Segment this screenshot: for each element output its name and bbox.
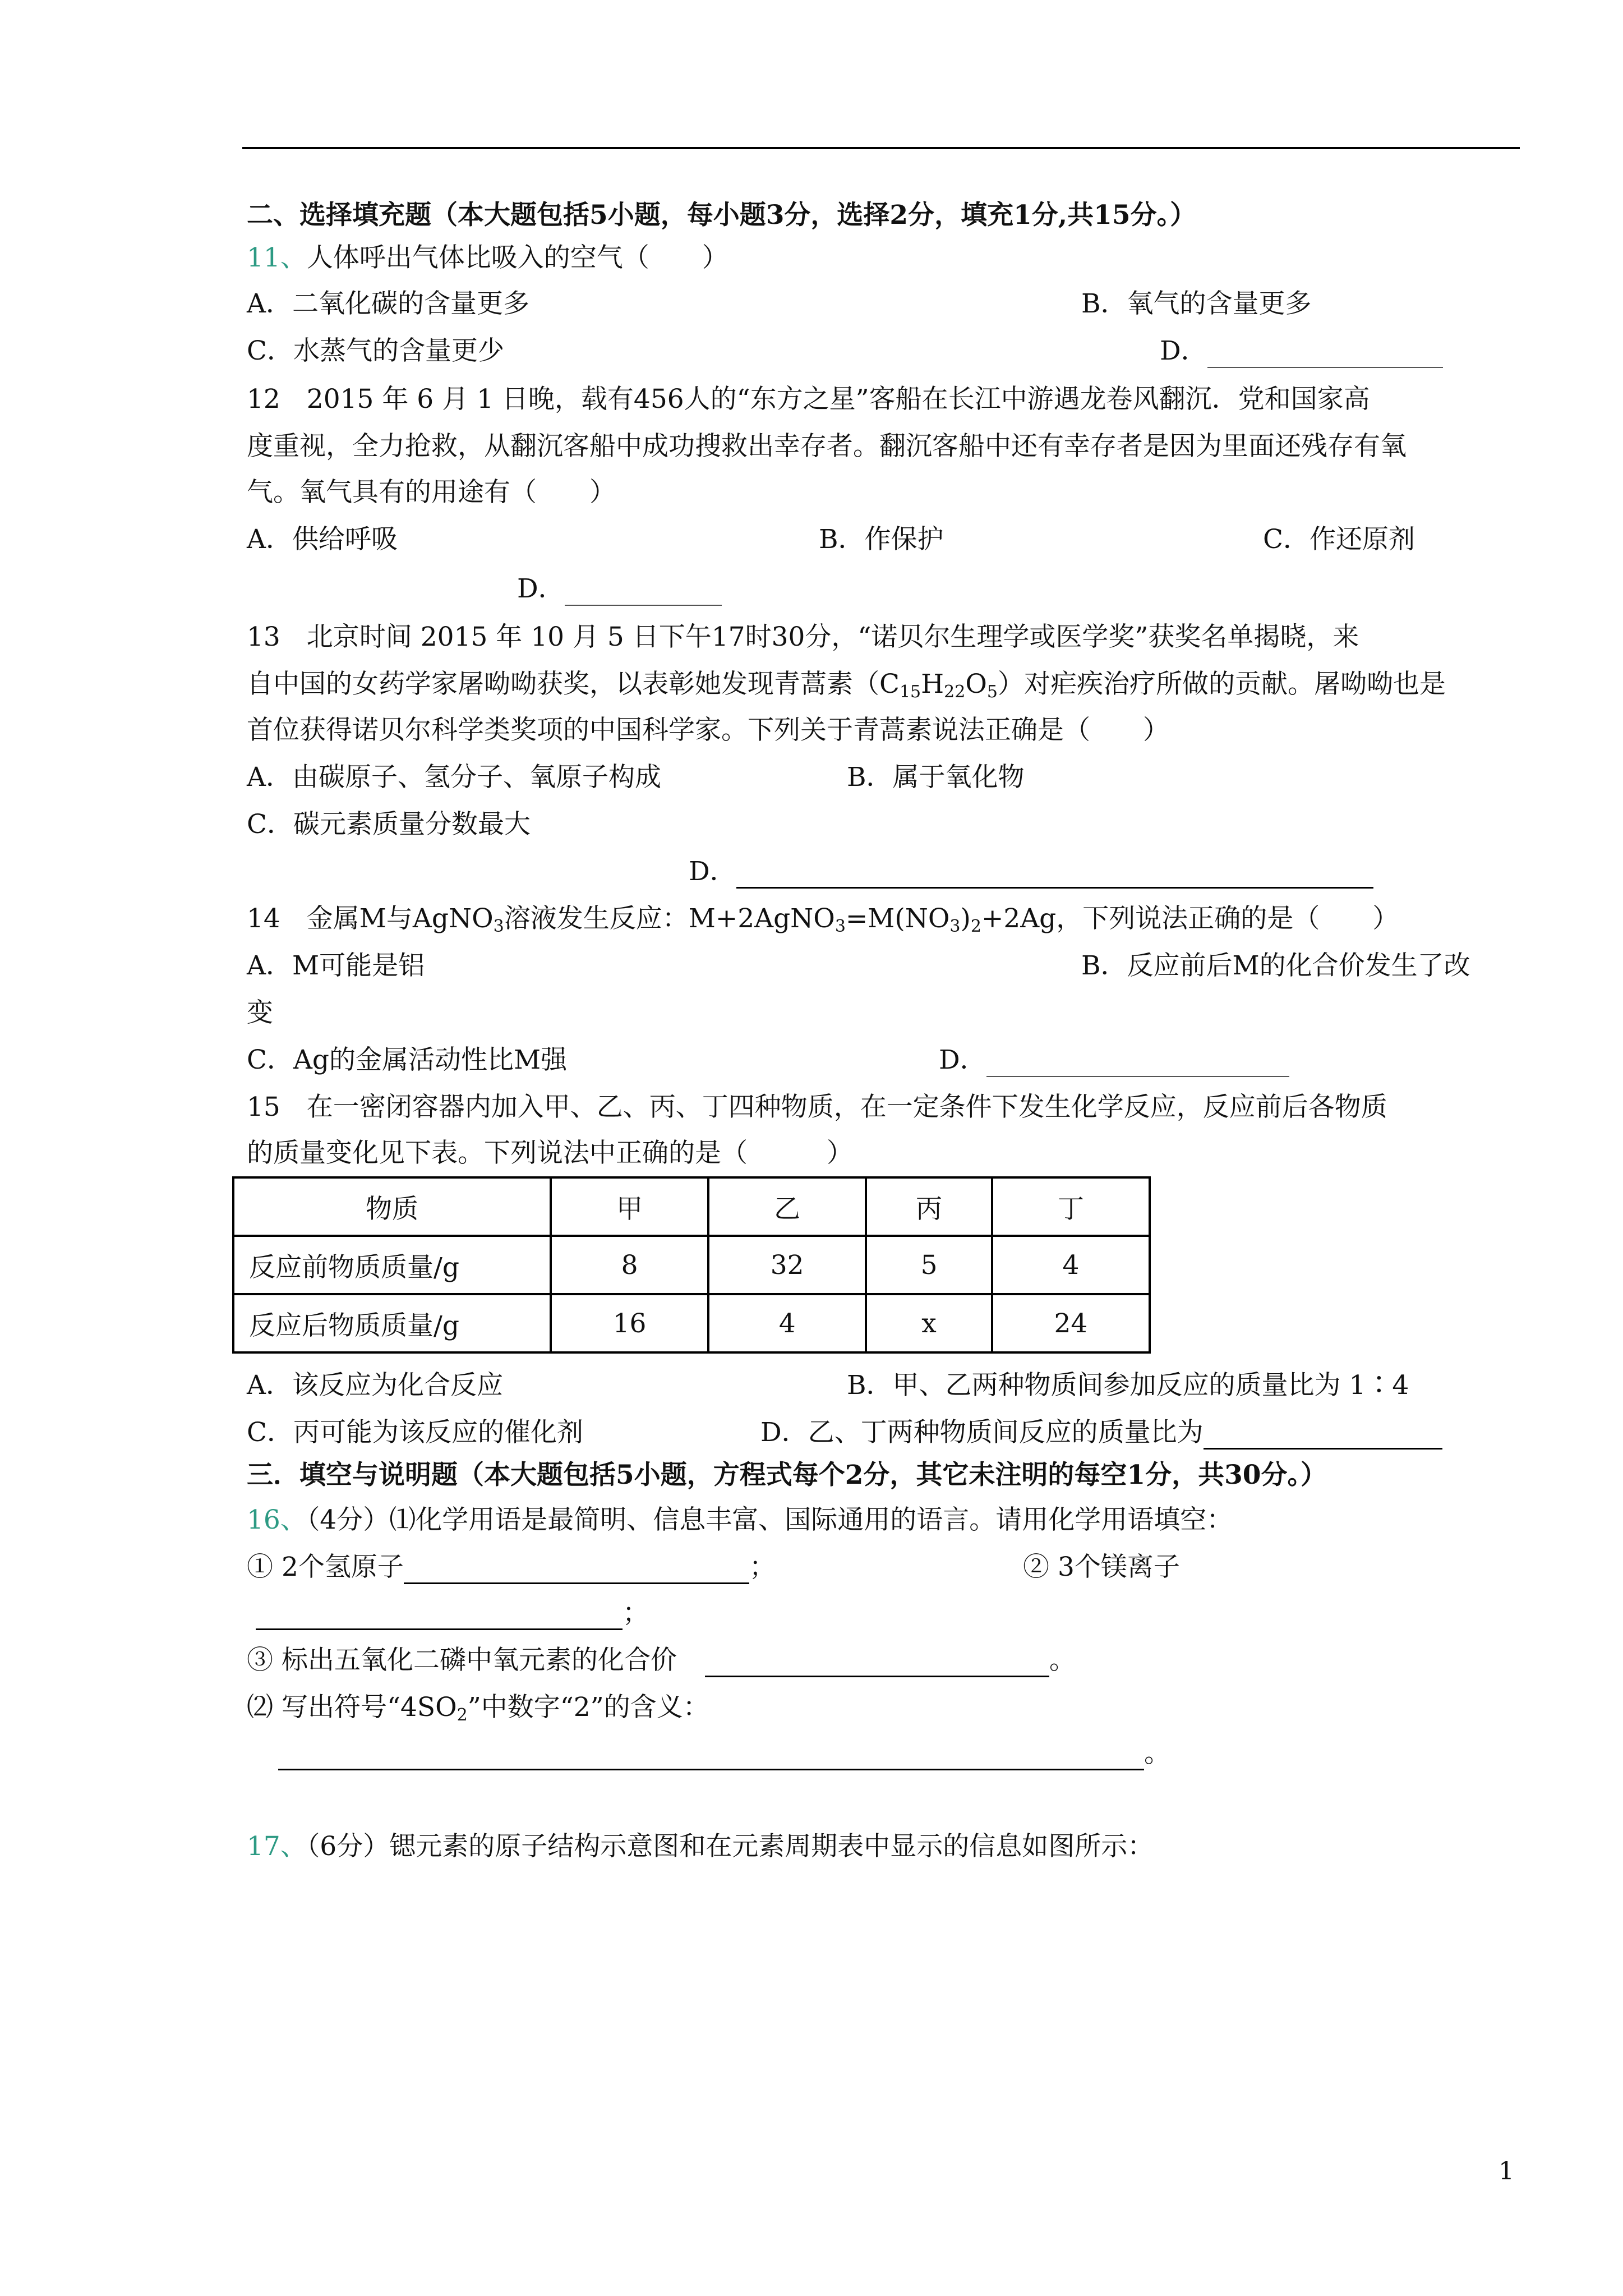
section2-title: 二、选择填充题（本大题包括5小题，每小题3分，选择2分，填充1分,共15分。）: [247, 200, 1197, 231]
q16-intro: 16、（4分）⑴化学用语是最简明、信息丰富、国际通用的语言。请用化学用语填空：: [247, 1504, 1233, 1535]
q17-number: 17、: [247, 1831, 307, 1862]
table-cell: 4: [708, 1294, 866, 1352]
table-row: [233, 1294, 1150, 1352]
q14-option-b: B．反应前后M的化合价发生了改: [1081, 950, 1470, 981]
q12-option-d: D．: [517, 572, 722, 606]
table-header-cell: 甲: [551, 1177, 708, 1236]
magnesium-ions-answer-blank[interactable]: [256, 1603, 623, 1630]
page-number: 1: [1498, 2157, 1514, 2185]
q13-line-1: 13 北京时间 2015 年 10 月 5 日下午17时30分，“诺贝尔生理学或医学奖”获奖名单揭晓，来: [247, 622, 1359, 652]
table-header-cell: 物质: [233, 1177, 551, 1236]
q16-item-4-answer: 。: [278, 1737, 1170, 1770]
table-cell: 5: [866, 1236, 992, 1294]
q14-option-c: C．Ag的金属活动性比M强: [247, 1045, 568, 1075]
q16-item-3: ③ 标出五氧化二磷中氧元素的化合价 。: [247, 1644, 1076, 1677]
q11-answer-blank[interactable]: [1207, 341, 1443, 368]
table-cell: 反应前物质质量/g: [233, 1236, 551, 1294]
q11-stem: 11、人体呼出气体比吸入的空气（ ）: [247, 242, 728, 273]
q14-option-d: D．: [939, 1043, 1289, 1077]
q16-item-4: ⑵ 写出符号“$4SO_2$”中数字“2”的含义：: [247, 1692, 709, 1725]
q13-option-c: C．碳元素质量分数最大: [247, 809, 531, 840]
q11-option-a: A．二氧化碳的含量更多: [247, 288, 529, 319]
section3-title: 三．填空与说明题（本大题包括5小题，方程式每个2分，其它未注明的每空1分，共30分。）: [247, 1460, 1327, 1490]
q14-option-a: A．M可能是铝: [247, 950, 425, 981]
q14-option-b-continued: 变: [247, 997, 273, 1028]
q15-option-a: A．该反应为化合反应: [247, 1370, 503, 1401]
q12-line-2: 度重视，全力抢救，从翻沉客船中成功搜救出幸存者。翻沉客船中还有幸存者是因为里面还残存有氧: [247, 431, 1407, 462]
q11-option-c: C．水蒸气的含量更少: [247, 335, 504, 366]
q16-item-1: ① 2个氢原子 ；: [247, 1550, 776, 1584]
q16-item-2-answer: ；: [256, 1596, 649, 1630]
q13-option-a: A．由碳原子、氢分子、氧原子构成: [247, 762, 661, 793]
q12-line-1: 12 2015 年 6 月 1 日晚，载有456人的“东方之星”客船在长江中游遇龙卷风翻沉．党和国家高: [247, 384, 1370, 415]
q13-option-b: B．属于氧化物: [847, 762, 1025, 793]
q14-stem: 14 金属M与AgNO$_3$溶液发生反应：$M+2AgNO_3=M(NO_3)_2+2Ag$，下列说法正确的是（ ）: [247, 903, 1399, 936]
table-cell: 反应后物质质量/g: [233, 1294, 551, 1352]
q12-option-a: A．供给呼吸: [247, 524, 398, 555]
q12-option-b: B．作保护: [819, 524, 944, 555]
q13-line-3: 首位获得诺贝尔科学类奖项的中国科学家。下列关于青蒿素说法正确是（ ）: [247, 715, 1169, 746]
table-header-cell: 丁: [992, 1177, 1150, 1236]
q15-option-c: C．丙可能为该反应的催化剂: [247, 1417, 583, 1448]
q15-option-d: D．乙、丁两种物质间反应的质量比为: [760, 1416, 1442, 1450]
q13-option-d: D．: [689, 855, 1373, 889]
q11-number: 11、: [247, 242, 307, 273]
q13-line-2: 自中国的女药学家屠呦呦获奖，以表彰她发现青蒿素$(C_{15}H_{22}O_5)$对疟疾治疗所做的贡献。屠呦呦也是: [247, 669, 1446, 702]
table-cell: 24: [992, 1294, 1150, 1352]
q11-option-d: D．: [1160, 334, 1443, 368]
table-cell: 4: [992, 1236, 1150, 1294]
table-header-row: [233, 1177, 1150, 1236]
number-two-meaning-answer-blank[interactable]: [278, 1743, 1144, 1770]
table-cell: 16: [551, 1294, 708, 1352]
table-cell: x: [866, 1294, 992, 1352]
q15-line-2: 的质量变化见下表。下列说法中正确的是（ ）: [247, 1138, 853, 1168]
q12-line-3: 气。氧气具有的用途有（ ）: [247, 477, 616, 508]
q15-answer-blank[interactable]: [1204, 1422, 1442, 1450]
q11-option-b: B．氧气的含量更多: [1081, 288, 1312, 319]
q12-answer-blank[interactable]: [565, 579, 722, 606]
q16-item-2: ② 3个镁离子: [1023, 1552, 1180, 1582]
oxygen-valence-answer-blank[interactable]: [705, 1650, 1049, 1677]
hydrogen-atoms-answer-blank[interactable]: [404, 1557, 749, 1584]
q15-mass-table: [232, 1176, 1151, 1354]
q12-option-c: C．作还原剂: [1263, 524, 1415, 555]
table-row: [233, 1236, 1150, 1294]
q17-stem: 17、（6分）锶元素的原子结构示意图和在元素周期表中显示的信息如图所示：: [247, 1831, 1154, 1862]
q15-option-b: B．甲、乙两种物质间参加反应的质量比为 1∶4: [847, 1370, 1409, 1401]
q13-answer-blank[interactable]: [736, 861, 1373, 889]
table-cell: 32: [708, 1236, 866, 1294]
table-header-cell: 丙: [866, 1177, 992, 1236]
q15-line-1: 15 在一密闭容器内加入甲、乙、丙、丁四种物质，在一定条件下发生化学反应，反应前后各物质: [247, 1092, 1387, 1122]
table-header-cell: 乙: [708, 1177, 866, 1236]
q16-number: 16、: [247, 1504, 307, 1535]
q14-answer-blank[interactable]: [986, 1050, 1289, 1077]
table-cell: 8: [551, 1236, 708, 1294]
header-rule: [242, 147, 1520, 149]
